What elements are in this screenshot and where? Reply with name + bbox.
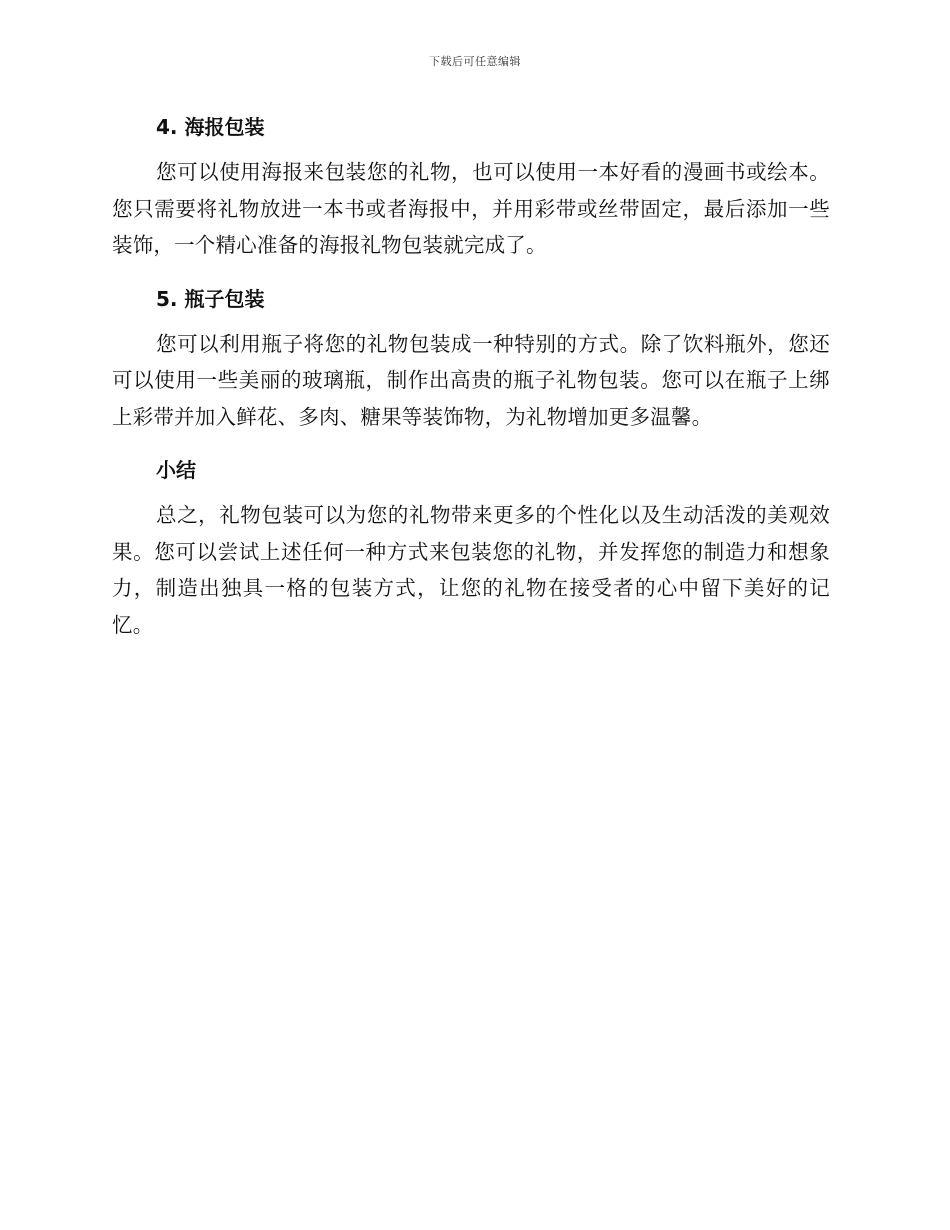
section-paragraph-summary: 总之，礼物包装可以为您的礼物带来更多的个性化以及生动活泼的美观效果。您可以尝试上述任何一种方式来包装您的礼物，并发挥您的制造力和想象力，制造出独具一格的包装方式，让您的礼物在接受者的心中留下美好的记忆。 <box>112 503 830 637</box>
page-header: 下载后可任意编辑 <box>429 55 521 68</box>
document-body <box>112 110 830 661</box>
section-heading-poster-wrapping: 4. 海报包装 <box>156 115 265 139</box>
section-heading-summary: 小结 <box>156 458 196 482</box>
section-paragraph-bottle-wrapping: 您可以利用瓶子将您的礼物包装成一种特别的方式。除了饮料瓶外，您还可以使用一些美丽的玻璃瓶，制作出高贵的瓶子礼物包装。您可以在瓶子上绑上彩带并加入鲜花、多肉、糖果等装饰物，为礼物增加更多温馨。 <box>112 331 830 429</box>
section-heading-bottle-wrapping: 5. 瓶子包装 <box>156 286 265 311</box>
section-paragraph-poster-wrapping: 您可以使用海报来包装您的礼物，也可以使用一本好看的漫画书或绘本。您只需要将礼物放进一本书或者海报中，并用彩带或丝带固定，最后添加一些装饰，一个精心准备的海报礼物包装就完成了。 <box>112 160 830 257</box>
